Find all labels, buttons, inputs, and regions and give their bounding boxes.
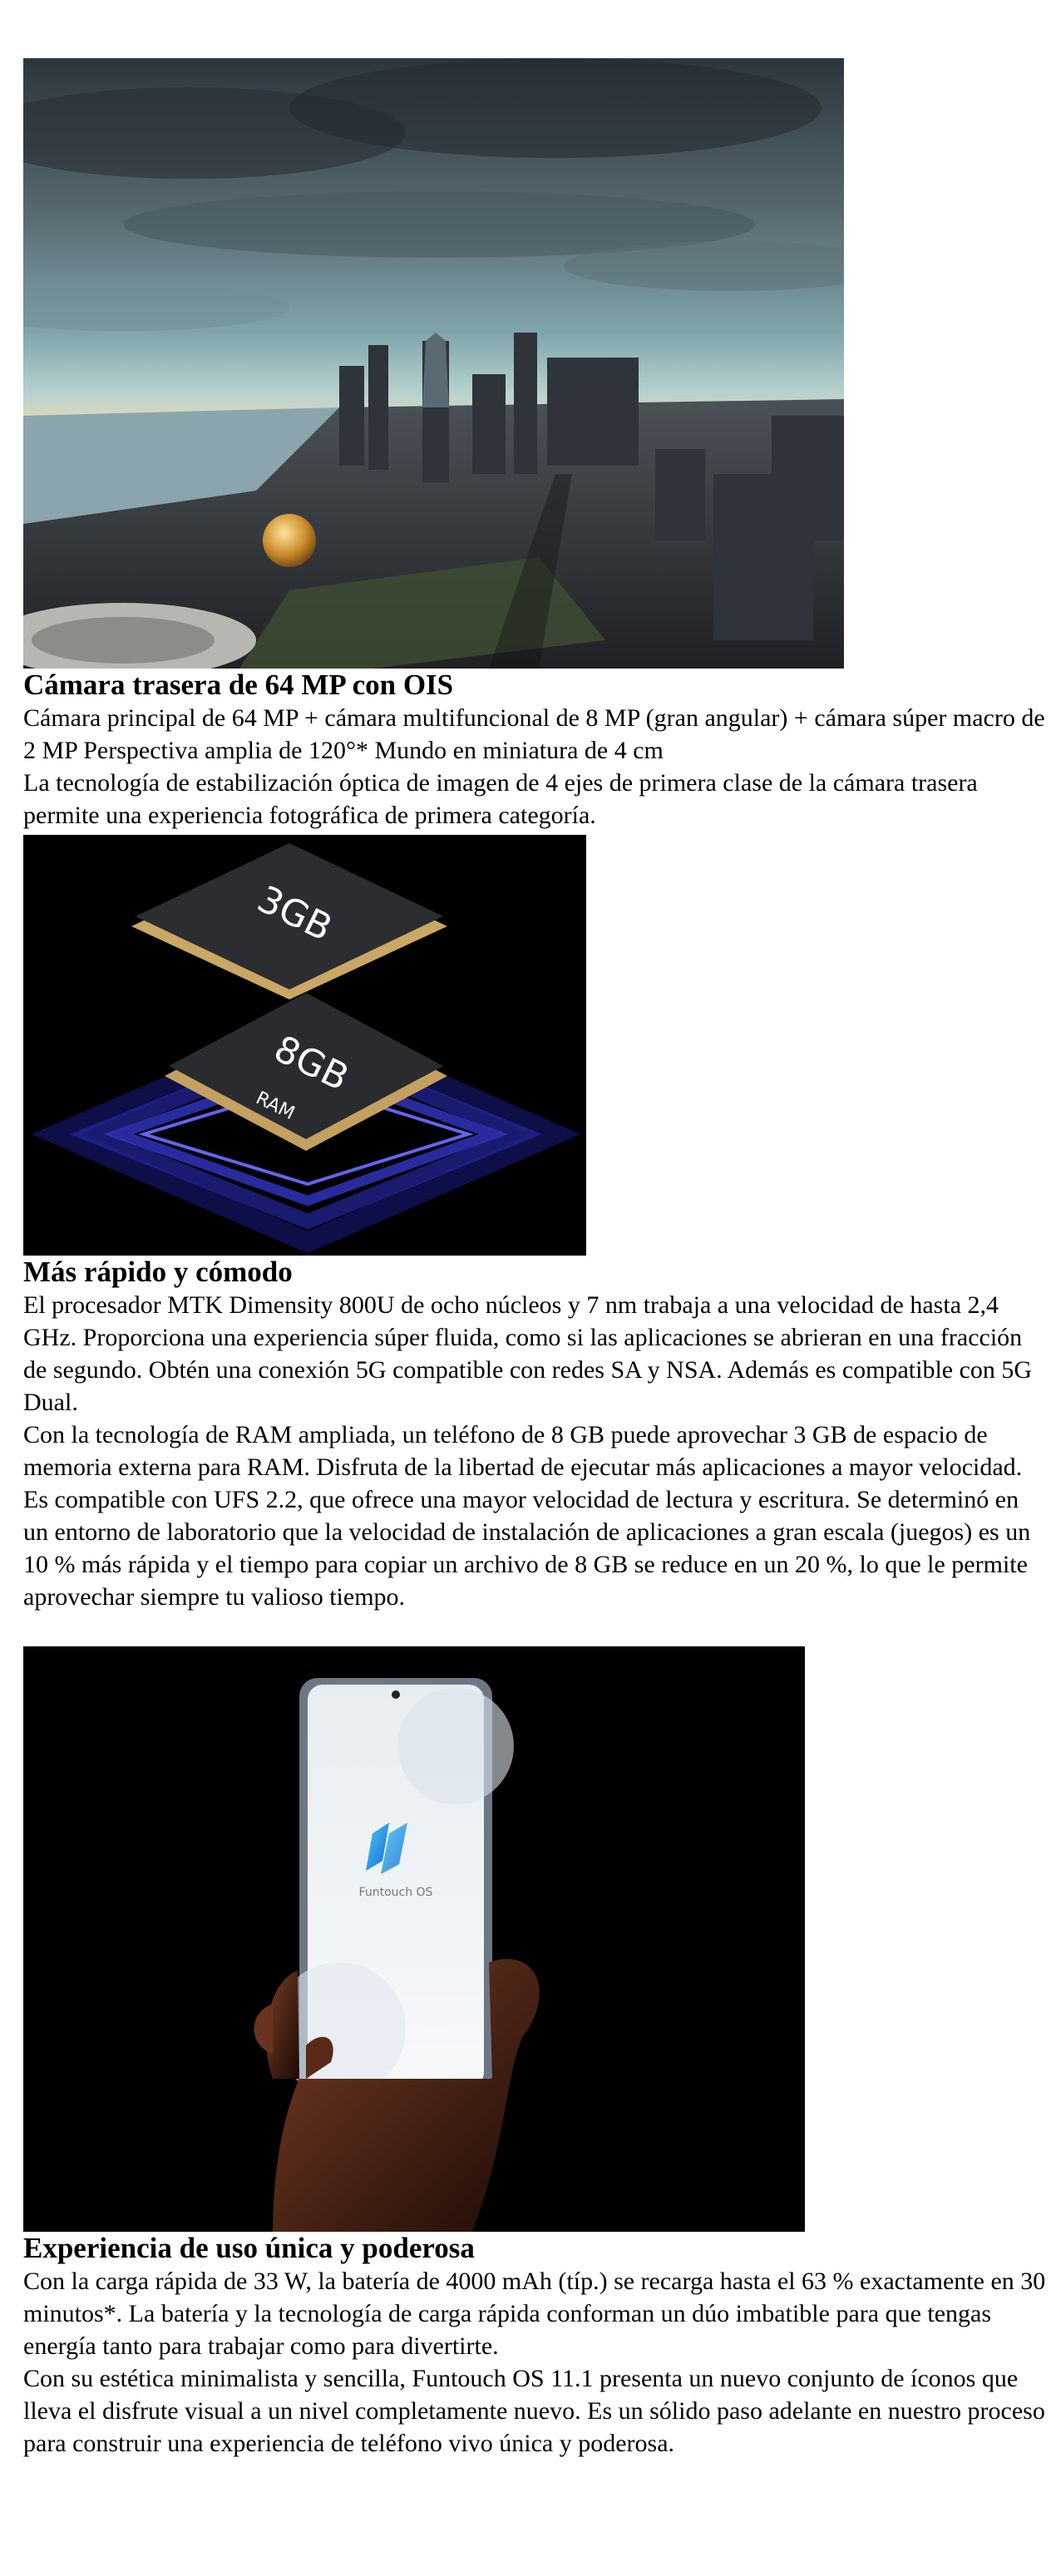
camera-paragraph-2: La tecnología de estabilización óptica de imagen de 4 ejes de primera clase de la cámara trasera permite una experiencia fotográfica de primera categoría. [23,769,978,829]
speed-paragraph-1: El procesador MTK Dimensity 800U de ocho núcleos y 7 nm trabaja a una velocidad de hasta 2,4 GHz. Proporciona una experiencia súper fluida, como si las aplicaciones se abrieran en una fracción de segundo. Obtén una conexión 5G compatible con redes SA y NSA. Además es compatible con 5G Dual. [23,1291,1033,1416]
chip-ram-label: RAM [252,1088,299,1125]
phone-in-hand-illustration [23,1646,805,2232]
city-skyline-illustration [23,58,844,669]
chip-8gb-label: 8GB [267,1027,356,1100]
ram-chips-graphic [23,835,586,1256]
product-feature-page [23,0,1046,2460]
section-heading-camera: Cámara trasera de 64 MP con OIS [23,669,454,701]
phone-in-hand-photo [23,1646,805,2232]
experience-paragraph-1: Con la carga rápida de 33 W, la batería de 4000 mAh (típ.) se recarga hasta el 63 % exactamente en 30 minutos*. La batería y la tecnología de carga rápida conforman un dúo imbatible para que tengas energía tanto para trabajar como para divertirte. [23,2268,1046,2360]
section-heading-experience: Experiencia de uso única y poderosa [23,2232,475,2264]
screen-brand-text: Funtouch OS [358,1886,433,1899]
city-skyline-photo [23,58,844,669]
experience-paragraph-2: Con su estética minimalista y sencilla, Funtouch OS 11.1 presenta un nuevo conjunto de íconos que lleva el disfrute visual a un nivel completamente nuevo. Es un sólido paso adelante en nuestro proceso para construir una experiencia de teléfono vivo única y poderosa. [23,2365,1045,2457]
chip-3gb-label: 3GB [250,877,339,950]
speed-paragraph-3: Es compatible con UFS 2.2, que ofrece una mayor velocidad de lectura y escritura. Se determinó en un entorno de laboratorio que la velocidad de instalación de aplicaciones a gran escala (juegos) es un 10 % más rápida y el tiempo para copiar un archivo de 8 GB se reduce en un 20 %, lo que le permite aprovechar siempre tu valioso tiempo. [23,1486,1031,1611]
camera-paragraph-1: Cámara principal de 64 MP + cámara multifuncional de 8 MP (gran angular) + cámara súper macro de 2 MP Perspectiva amplia de 120°* Mundo en miniatura de 4 cm [23,704,1045,764]
speed-paragraph-2: Con la tecnología de RAM ampliada, un teléfono de 8 GB puede aprovechar 3 GB de espacio de memoria externa para RAM. Disfruta de la libertad de ejecutar más aplicaciones a mayor velocidad. [23,1421,1023,1481]
ram-chips-illustration [23,835,586,1256]
section-heading-speed: Más rápido y cómodo [23,1256,293,1288]
